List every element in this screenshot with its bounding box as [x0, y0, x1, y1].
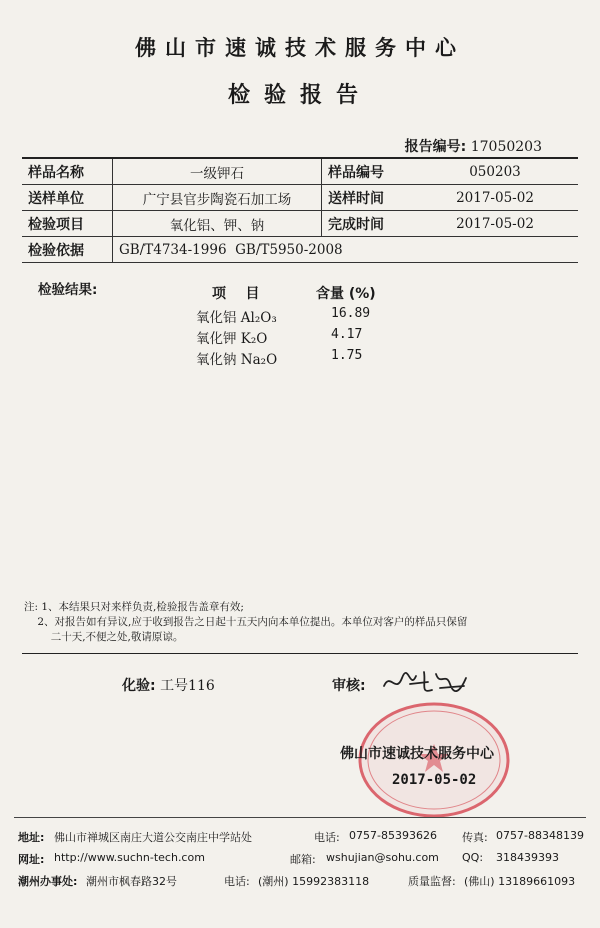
table-row: [22, 237, 578, 263]
handwritten-signature: [380, 664, 470, 698]
results-column-item: 项 目: [212, 286, 260, 302]
finish-time-value: 2017-05-02: [412, 211, 578, 237]
report-number-label: 报告编号:: [404, 139, 467, 155]
finish-time-label: 完成时间: [322, 211, 413, 237]
send-time-value: 2017-05-02: [412, 185, 578, 211]
test-items-label: 检验项目: [22, 211, 113, 237]
table-row: [22, 159, 578, 185]
qq-label: QQ:: [462, 851, 484, 864]
report-number: [405, 136, 542, 156]
result-row: [196, 348, 396, 368]
tester-value: 工号116: [160, 678, 215, 694]
note-line: 注: 1、本结果只对来样负责,检验报告盖章有效;: [24, 601, 244, 613]
fax-value: 0757-88348139: [496, 829, 584, 842]
email-label: 邮箱:: [290, 853, 316, 866]
sample-no-value: 050203: [412, 159, 578, 185]
qq-value: 318439393: [496, 851, 559, 864]
address-value: 佛山市禅城区南庄大道公交南庄中学站处: [54, 831, 252, 844]
web-label: 网址:: [18, 853, 45, 866]
fax-label: 传真:: [462, 831, 488, 844]
phone-label: 电话:: [314, 831, 340, 844]
result-row: [196, 306, 396, 326]
sample-info-table: [22, 159, 578, 263]
chaozhou-phone-label: 电话:: [224, 875, 250, 888]
quality-label: 质量监督:: [408, 875, 456, 888]
results-label: 检验结果:: [38, 282, 98, 298]
test-items-value: 氧化铝、钾、钠: [113, 211, 322, 237]
reviewer-signature: [332, 675, 366, 695]
footer-divider: [14, 817, 586, 818]
note-line: 2、对报告如有异议,应于收到报告之日起十五天内向本单位提出。本单位对客户的样品只保留: [24, 616, 468, 628]
web-value[interactable]: http://www.suchn-tech.com: [54, 851, 205, 864]
test-basis-value: GB/T4734-1996 GB/T5950-2008: [113, 237, 579, 263]
tester-label: 化验:: [122, 678, 156, 694]
quality-phone: (佛山) 13189661093: [464, 875, 576, 888]
stamp-organization: 佛山市速诚技术服务中心: [340, 746, 494, 762]
report-number-value: 17050203: [470, 139, 542, 155]
email-value[interactable]: wshujian@sohu.com: [326, 851, 439, 864]
document-title: 检验报告: [227, 82, 372, 108]
chaozhou-phone-value: (潮州) 15992383118: [258, 875, 370, 888]
sample-no-label: 样品编号: [322, 159, 413, 185]
stamp-date: 2017-05-02: [392, 772, 477, 788]
table-row: [22, 211, 578, 237]
sender-value: 广宁县官步陶瓷石加工场: [113, 185, 322, 211]
chaozhou-office-label: 潮州办事处:: [18, 875, 78, 888]
result-item: 氧化铝 Al₂O₃: [196, 310, 277, 326]
address-label: 地址:: [18, 831, 45, 844]
send-time-label: 送样时间: [322, 185, 413, 211]
result-value: 4.17: [331, 327, 363, 342]
result-value: 16.89: [331, 306, 371, 321]
results-column-content: 含量 (%): [316, 286, 376, 302]
chaozhou-office-address: 潮州市枫春路32号: [86, 875, 177, 888]
notes: [24, 600, 569, 645]
organization-title: 佛山市速诚技术服务中心: [135, 35, 465, 60]
sample-name-value: 一级钾石: [113, 159, 322, 185]
result-item: 氧化钠 Na₂O: [196, 352, 278, 368]
result-row: [196, 327, 396, 347]
reviewer-label: 审核:: [332, 678, 366, 694]
phone-value: 0757-85393626: [349, 829, 437, 842]
sender-label: 送样单位: [22, 185, 113, 211]
tester-signature: [122, 675, 215, 695]
result-item: 氧化钾 K₂O: [196, 331, 268, 347]
result-value: 1.75: [331, 348, 363, 363]
sample-name-label: 样品名称: [22, 159, 113, 185]
table-row: [22, 185, 578, 211]
test-basis-label: 检验依据: [22, 237, 113, 263]
note-line: 二十天,不便之处,敬请原谅。: [24, 631, 184, 643]
